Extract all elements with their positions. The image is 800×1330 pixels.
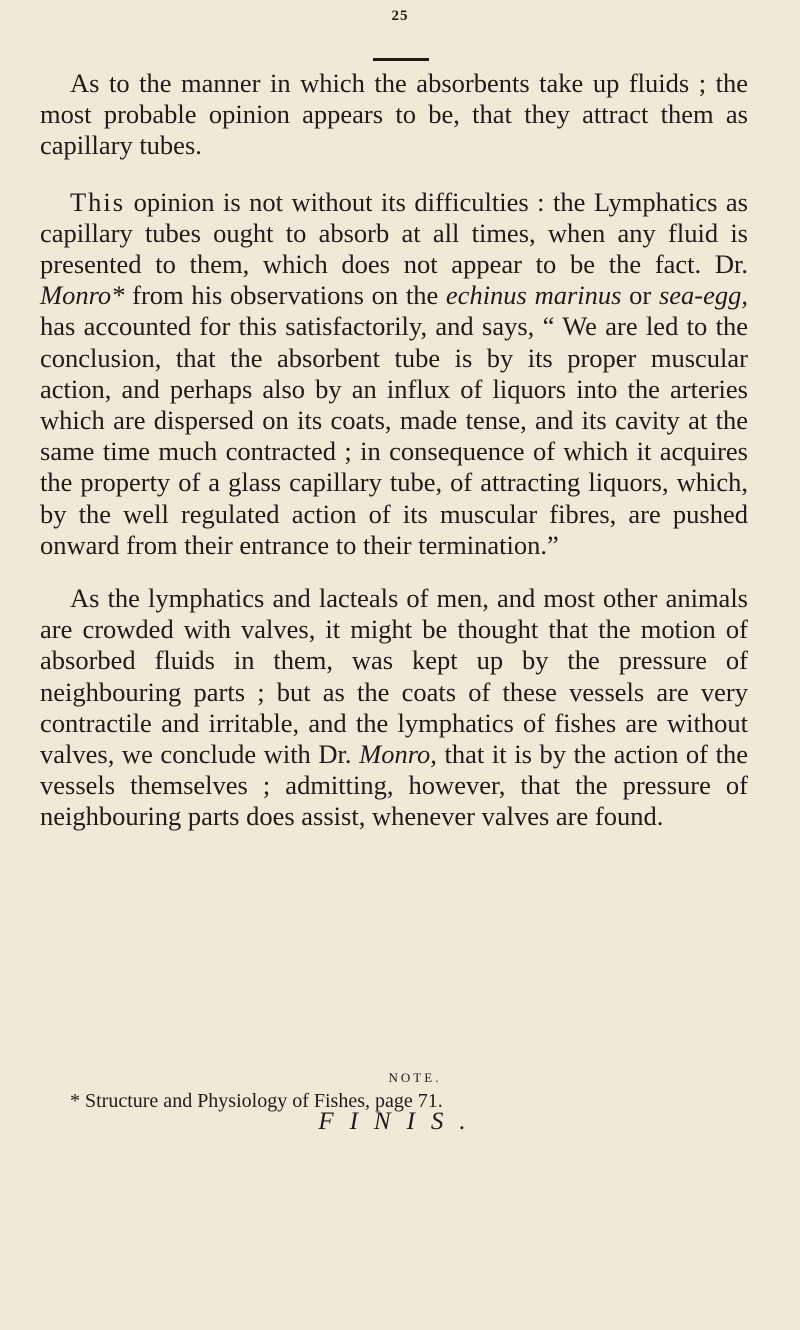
author-name: Monro* [40,280,125,311]
finis-mark: FINIS. [318,1108,482,1135]
paragraph-lymphatics [40,583,748,833]
author-name: Monro, [359,739,437,770]
paragraph-opinion-text-2: from his observations on the [124,280,446,311]
paragraph-opinion-text-4: has accounted for this satisfactorily, and says, “ We are led to the conclusion, that the absorbent tube is by its proper muscular action, and perhaps also by an influx of liquors into the arteries which are dispersed on its coats, made tense, and its cavity at the same time much contracted ; in consequence of which it acquires the property of a glass capillary tube, of attracting liquors, which, by the well regulated action of its muscular fibres, are pushed onward from their entrance to their termination.” [40,311,748,560]
page-folio: 25 [391,8,409,24]
paragraph-opinion-text-1: opinion is not without its difficulties : the Lymphatics as capillary tubes ought to absorb at all times, when any fluid is presented to them, which does not appear to be the fact. Dr. [40,186,748,280]
paragraph-opinion-text-3: or [621,280,659,311]
header-rule [373,58,429,61]
body-text [40,68,748,833]
common-name: sea-egg, [658,280,749,311]
footnote-heading: NOTE. [388,1070,442,1085]
paragraph-opinion [40,187,748,561]
paragraph-lymphatics-text-1: As the lymphatics and lacteals of men, and most other animals are crowded with valves, it might be thought that the motion of absorbed fluids in them, was kept up by the pressure of neighbouring parts ; but as the coats of these vessels are very contractile and irritable, and the lymphatics of fishes are without valves, we conclude with Dr. [40,583,748,770]
paragraph-lymphatics-text-2: that it is by the action of the vessels themselves ; admitting, however, that the pressure of neighbouring parts does assist, whenever valves are found. [40,739,748,832]
footnote-text: * Structure and Physiology of Fishes, page 71. [70,1090,443,1112]
species-name: echinus marinus [445,280,622,311]
lead-word: This [70,186,126,217]
paragraph-absorbents: As to the manner in which the absorbents take up fluids ; the most probable opinion appears to be, that they attract them as capillary tubes. [40,68,748,161]
